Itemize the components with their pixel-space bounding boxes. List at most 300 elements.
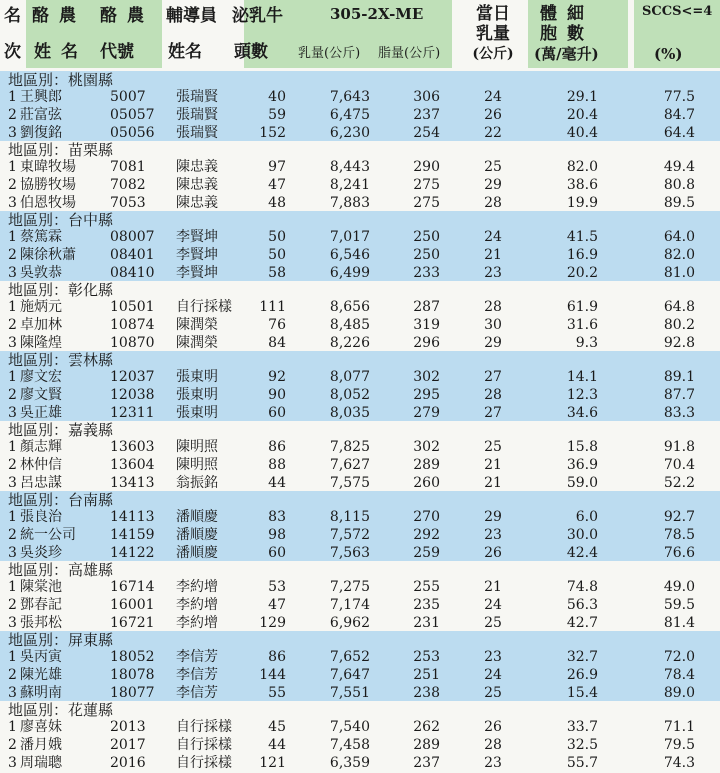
- scc-cell: 61.9: [566, 299, 598, 315]
- fat-kg-cell: 295: [413, 387, 440, 403]
- daily-milk-cell: 27: [484, 405, 502, 421]
- rank-cell: 1: [8, 719, 17, 735]
- fat-kg-cell: 237: [413, 755, 440, 771]
- farm-code-cell: 08410: [110, 265, 155, 281]
- cow-count-cell: 50: [268, 229, 286, 245]
- farmer-name-cell: 張良治: [20, 509, 62, 525]
- header-advisor: 輔導員: [166, 6, 217, 26]
- milk-kg-cell: 7,174: [329, 597, 370, 613]
- scc-cell: 6.0: [575, 509, 598, 525]
- farm-code-cell: 14159: [110, 527, 155, 543]
- sccs-pct-cell: 82.0: [663, 247, 695, 263]
- scc-cell: 14.1: [566, 369, 598, 385]
- scc-cell: 34.6: [566, 405, 598, 421]
- milk-kg-cell: 7,563: [329, 545, 370, 561]
- daily-milk-cell: 26: [484, 719, 502, 735]
- header-scc-1: 體細: [540, 4, 594, 24]
- cow-count-cell: 76: [268, 317, 286, 333]
- farmer-name-cell: 廖文宏: [20, 369, 62, 385]
- farmer-name-cell: 伯恩牧場: [20, 195, 76, 211]
- header-kg: (公斤): [472, 46, 514, 62]
- milk-kg-cell: 7,017: [329, 229, 370, 245]
- rank-cell: 1: [8, 439, 17, 455]
- farm-code-cell: 12038: [110, 387, 155, 403]
- region-heading: 地區別：台中縣: [8, 211, 114, 229]
- daily-milk-cell: 28: [484, 195, 502, 211]
- farm-code-cell: 14122: [110, 545, 155, 561]
- daily-milk-cell: 26: [484, 107, 502, 123]
- milk-kg-cell: 7,551: [329, 685, 370, 701]
- scc-cell: 16.9: [566, 247, 598, 263]
- region-heading: 地區別：高雄縣: [8, 561, 114, 579]
- milk-kg-cell: 8,052: [329, 387, 370, 403]
- table-row: [0, 507, 720, 527]
- advisor-name-cell: 陳忠義: [176, 177, 218, 193]
- farmer-name-cell: 吳丙寅: [20, 649, 62, 665]
- milk-kg-cell: 6,230: [329, 125, 370, 141]
- fat-kg-cell: 260: [413, 475, 440, 491]
- scc-cell: 33.7: [566, 719, 598, 735]
- scc-cell: 56.3: [566, 597, 598, 613]
- cow-count-cell: 58: [268, 265, 286, 281]
- milk-kg-cell: 6,359: [329, 755, 370, 771]
- sccs-pct-cell: 64.4: [663, 125, 695, 141]
- advisor-name-cell: 自行採樣: [176, 719, 232, 735]
- milk-kg-cell: 7,652: [329, 649, 370, 665]
- milk-kg-cell: 8,241: [329, 177, 370, 193]
- daily-milk-cell: 24: [484, 89, 502, 105]
- scc-cell: 30.0: [566, 527, 598, 543]
- advisor-name-cell: 張東明: [176, 405, 218, 421]
- milk-kg-cell: 6,962: [329, 615, 370, 631]
- fat-kg-cell: 287: [413, 299, 440, 315]
- rank-cell: 2: [8, 177, 17, 193]
- sccs-pct-cell: 92.8: [663, 335, 695, 351]
- milk-kg-cell: 6,499: [329, 265, 370, 281]
- header-ming: 名: [4, 6, 21, 26]
- farm-code-cell: 10870: [110, 335, 155, 351]
- farmer-name-cell: 陳隆煌: [20, 335, 62, 351]
- advisor-name-cell: 張瑞賢: [176, 125, 218, 141]
- advisor-name-cell: 陳明照: [176, 439, 218, 455]
- farmer-name-cell: 廖文賢: [20, 387, 62, 403]
- farm-code-cell: 16714: [110, 579, 155, 595]
- advisor-name-cell: 張東明: [176, 387, 218, 403]
- farmer-name-cell: 蘇明南: [20, 685, 62, 701]
- cow-count-cell: 86: [268, 649, 286, 665]
- farmer-name-cell: 林仲信: [20, 457, 62, 473]
- rank-cell: 1: [8, 229, 17, 245]
- farm-code-cell: 12311: [110, 405, 155, 421]
- farmer-name-cell: 東暐牧場: [20, 159, 76, 175]
- table-row: [0, 367, 720, 387]
- scc-cell: 32.7: [566, 649, 598, 665]
- region-heading: 地區別：屏東縣: [8, 631, 114, 649]
- daily-milk-cell: 23: [484, 755, 502, 771]
- fat-kg-cell: 292: [413, 527, 440, 543]
- sccs-pct-cell: 81.0: [663, 265, 695, 281]
- rank-cell: 2: [8, 107, 17, 123]
- advisor-name-cell: 張東明: [176, 369, 218, 385]
- scc-cell: 31.6: [566, 317, 598, 333]
- milk-kg-cell: 7,647: [329, 667, 370, 683]
- scc-cell: 42.4: [566, 545, 598, 561]
- farm-code-cell: 08401: [110, 247, 155, 263]
- sccs-pct-cell: 49.4: [663, 159, 695, 175]
- header-name: 姓名: [34, 42, 88, 62]
- scc-cell: 15.4: [566, 685, 598, 701]
- sccs-pct-cell: 78.4: [663, 667, 695, 683]
- cow-count-cell: 44: [268, 737, 286, 753]
- scc-cell: 26.9: [566, 667, 598, 683]
- cow-count-cell: 88: [268, 457, 286, 473]
- scc-cell: 9.3: [575, 335, 598, 351]
- header-name2: 姓名: [168, 42, 202, 62]
- cow-count-cell: 97: [268, 159, 286, 175]
- daily-milk-cell: 27: [484, 369, 502, 385]
- daily-milk-cell: 29: [484, 177, 502, 193]
- cow-count-cell: 47: [268, 597, 286, 613]
- scc-cell: 42.7: [566, 615, 598, 631]
- scc-cell: 59.0: [566, 475, 598, 491]
- advisor-name-cell: 李賢坤: [176, 229, 218, 245]
- table-row: [0, 735, 720, 755]
- header-daily-2: 乳量: [476, 24, 510, 44]
- table-row: [0, 577, 720, 597]
- advisor-name-cell: 陳潤榮: [176, 335, 218, 351]
- farmer-name-cell: 蔡篤霖: [20, 229, 62, 245]
- rank-cell: 1: [8, 299, 17, 315]
- cow-count-cell: 50: [268, 247, 286, 263]
- farmer-name-cell: 卓加林: [20, 317, 62, 333]
- fat-kg-cell: 279: [413, 405, 440, 421]
- table-row: [0, 647, 720, 667]
- farmer-name-cell: 協勝牧場: [20, 177, 76, 193]
- milk-kg-cell: 7,825: [329, 439, 370, 455]
- farmer-name-cell: 陳棠池: [20, 579, 62, 595]
- table-row: [0, 315, 720, 335]
- sccs-pct-cell: 84.7: [663, 107, 695, 123]
- fat-kg-cell: 306: [413, 89, 440, 105]
- fat-kg-cell: 250: [413, 247, 440, 263]
- farmer-name-cell: 陳光雄: [20, 667, 62, 683]
- rank-cell: 3: [8, 685, 17, 701]
- table-row: [0, 525, 720, 545]
- daily-milk-cell: 28: [484, 387, 502, 403]
- table-row: [0, 543, 720, 563]
- sccs-pct-cell: 80.8: [663, 177, 695, 193]
- sccs-pct-cell: 64.8: [663, 299, 695, 315]
- daily-milk-cell: 23: [484, 527, 502, 543]
- scc-cell: 20.2: [566, 265, 598, 281]
- farm-code-cell: 2013: [110, 719, 146, 735]
- table-row: [0, 245, 720, 265]
- farm-code-cell: 5007: [110, 89, 146, 105]
- farmer-name-cell: 顏志輝: [20, 439, 62, 455]
- table-row: [0, 613, 720, 633]
- cow-count-cell: 40: [268, 89, 286, 105]
- advisor-name-cell: 李約增: [176, 597, 218, 613]
- farm-code-cell: 18077: [110, 685, 155, 701]
- farm-code-cell: 18052: [110, 649, 155, 665]
- rank-cell: 3: [8, 195, 17, 211]
- rank-cell: 1: [8, 509, 17, 525]
- farmer-name-cell: 張邦松: [20, 615, 62, 631]
- farm-code-cell: 16001: [110, 597, 155, 613]
- region-heading: 地區別：桃園縣: [8, 71, 114, 89]
- table-row: [0, 105, 720, 125]
- cow-count-cell: 92: [268, 369, 286, 385]
- fat-kg-cell: 319: [413, 317, 440, 333]
- milk-kg-cell: 8,035: [329, 405, 370, 421]
- rank-cell: 1: [8, 159, 17, 175]
- fat-kg-cell: 254: [413, 125, 440, 141]
- milk-kg-cell: 8,077: [329, 369, 370, 385]
- farmer-name-cell: 呂忠謀: [20, 475, 62, 491]
- scc-cell: 38.6: [566, 177, 598, 193]
- sccs-pct-cell: 89.5: [663, 195, 695, 211]
- advisor-name-cell: 李賢坤: [176, 265, 218, 281]
- milk-kg-cell: 8,115: [329, 509, 370, 525]
- daily-milk-cell: 23: [484, 649, 502, 665]
- fat-kg-cell: 238: [413, 685, 440, 701]
- sccs-pct-cell: 79.5: [663, 737, 695, 753]
- farmer-name-cell: 施炳元: [20, 299, 62, 315]
- header-unit: (萬/毫升): [534, 45, 599, 63]
- table-row: [0, 227, 720, 247]
- milk-kg-cell: 7,883: [329, 195, 370, 211]
- cow-count-cell: 144: [259, 667, 286, 683]
- scc-cell: 20.4: [566, 107, 598, 123]
- fat-kg-cell: 289: [413, 457, 440, 473]
- table-row: [0, 297, 720, 317]
- table-row: [0, 455, 720, 475]
- header-scc-2: 胞數: [540, 24, 594, 44]
- cow-count-cell: 44: [268, 475, 286, 491]
- cow-count-cell: 90: [268, 387, 286, 403]
- daily-milk-cell: 29: [484, 509, 502, 525]
- milk-kg-cell: 7,540: [329, 719, 370, 735]
- milk-kg-cell: 7,572: [329, 527, 370, 543]
- farmer-name-cell: 王興郎: [20, 89, 62, 105]
- table-row: [0, 683, 720, 703]
- daily-milk-cell: 25: [484, 615, 502, 631]
- cow-count-cell: 47: [268, 177, 286, 193]
- fat-kg-cell: 289: [413, 737, 440, 753]
- rank-cell: 3: [8, 125, 17, 141]
- advisor-name-cell: 張瑞賢: [176, 89, 218, 105]
- cow-count-cell: 84: [268, 335, 286, 351]
- cow-count-cell: 48: [268, 195, 286, 211]
- fat-kg-cell: 253: [413, 649, 440, 665]
- farm-code-cell: 7053: [110, 195, 146, 211]
- region-heading: 地區別：苗栗縣: [8, 141, 114, 159]
- fat-kg-cell: 296: [413, 335, 440, 351]
- sccs-pct-cell: 77.5: [663, 89, 695, 105]
- farmer-name-cell: 吳炎珍: [20, 545, 62, 561]
- farm-code-cell: 05056: [110, 125, 155, 141]
- daily-milk-cell: 22: [484, 125, 502, 141]
- header-ci: 次: [4, 42, 21, 62]
- advisor-name-cell: 李信芳: [176, 685, 218, 701]
- rank-cell: 2: [8, 527, 17, 543]
- advisor-name-cell: 李信芳: [176, 667, 218, 683]
- farmer-name-cell: 吳正雄: [20, 405, 62, 421]
- advisor-name-cell: 自行採樣: [176, 299, 232, 315]
- cow-count-cell: 83: [268, 509, 286, 525]
- advisor-name-cell: 陳忠義: [176, 195, 218, 211]
- cow-count-cell: 111: [259, 299, 286, 315]
- daily-milk-cell: 21: [484, 475, 502, 491]
- header-fat: 脂量(公斤): [378, 46, 441, 61]
- header-milk: 乳量(公斤): [298, 46, 361, 61]
- advisor-name-cell: 潘順慶: [176, 509, 218, 525]
- fat-kg-cell: 275: [413, 195, 440, 211]
- milk-kg-cell: 8,443: [329, 159, 370, 175]
- daily-milk-cell: 24: [484, 597, 502, 613]
- sccs-pct-cell: 80.2: [663, 317, 695, 333]
- sccs-pct-cell: 87.7: [663, 387, 695, 403]
- daily-milk-cell: 26: [484, 545, 502, 561]
- rank-cell: 3: [8, 265, 17, 281]
- daily-milk-cell: 21: [484, 579, 502, 595]
- sccs-pct-cell: 59.5: [663, 597, 695, 613]
- fat-kg-cell: 275: [413, 177, 440, 193]
- farmer-name-cell: 統一公司: [20, 527, 76, 543]
- farmer-name-cell: 潘月娥: [20, 737, 62, 753]
- cow-count-cell: 98: [268, 527, 286, 543]
- region-heading: 地區別：花蓮縣: [8, 701, 114, 719]
- table-row: [0, 333, 720, 353]
- cow-count-cell: 121: [259, 755, 286, 771]
- cow-count-cell: 86: [268, 439, 286, 455]
- cow-count-cell: 60: [268, 545, 286, 561]
- sccs-pct-cell: 70.4: [663, 457, 695, 473]
- rank-cell: 3: [8, 755, 17, 771]
- daily-milk-cell: 25: [484, 685, 502, 701]
- milk-kg-cell: 7,458: [329, 737, 370, 753]
- advisor-name-cell: 李信芳: [176, 649, 218, 665]
- region-heading: 地區別：嘉義縣: [8, 421, 114, 439]
- farmer-name-cell: 鄧春記: [20, 597, 62, 613]
- farm-code-cell: 2017: [110, 737, 146, 753]
- scc-cell: 36.9: [566, 457, 598, 473]
- table-row: [0, 87, 720, 107]
- header-lactating: 泌乳牛: [232, 6, 283, 26]
- cow-count-cell: 59: [268, 107, 286, 123]
- table-row: [0, 157, 720, 177]
- header-farm: 酪農: [32, 6, 86, 26]
- table-row: [0, 437, 720, 457]
- region-heading: 地區別：台南縣: [8, 491, 114, 509]
- cow-count-cell: 45: [268, 719, 286, 735]
- milk-kg-cell: 7,275: [329, 579, 370, 595]
- milk-kg-cell: 7,627: [329, 457, 370, 473]
- table-row: [0, 123, 720, 143]
- rank-cell: 1: [8, 649, 17, 665]
- rank-cell: 2: [8, 667, 17, 683]
- rank-cell: 3: [8, 475, 17, 491]
- table-row: [0, 473, 720, 493]
- advisor-name-cell: 翁振銘: [176, 475, 218, 491]
- fat-kg-cell: 255: [413, 579, 440, 595]
- advisor-name-cell: 陳潤榮: [176, 317, 218, 333]
- advisor-name-cell: 潘順慶: [176, 527, 218, 543]
- table-row: [0, 175, 720, 195]
- scc-cell: 74.8: [566, 579, 598, 595]
- farm-code-cell: 7081: [110, 159, 146, 175]
- daily-milk-cell: 30: [484, 317, 502, 333]
- farm-code-cell: 10501: [110, 299, 155, 315]
- farm-code-cell: 13603: [110, 439, 155, 455]
- sccs-pct-cell: 49.0: [663, 579, 695, 595]
- daily-milk-cell: 21: [484, 457, 502, 473]
- cow-count-cell: 60: [268, 405, 286, 421]
- sccs-pct-cell: 92.7: [663, 509, 695, 525]
- farm-code-cell: 10874: [110, 317, 155, 333]
- rank-cell: 3: [8, 545, 17, 561]
- sccs-pct-cell: 78.5: [663, 527, 695, 543]
- farmer-name-cell: 莊富弦: [20, 107, 62, 123]
- fat-kg-cell: 250: [413, 229, 440, 245]
- advisor-name-cell: 自行採樣: [176, 755, 232, 771]
- header-sccs: SCCS<=4: [642, 4, 713, 19]
- sccs-pct-cell: 81.4: [663, 615, 695, 631]
- header-daily-1: 當日: [476, 4, 510, 24]
- farm-code-cell: 14113: [110, 509, 155, 525]
- sccs-pct-cell: 76.6: [663, 545, 695, 561]
- sccs-pct-cell: 89.0: [663, 685, 695, 701]
- advisor-name-cell: 陳忠義: [176, 159, 218, 175]
- rank-cell: 3: [8, 405, 17, 421]
- rank-cell: 2: [8, 737, 17, 753]
- farmer-name-cell: 廖喜妹: [20, 719, 62, 735]
- scc-cell: 82.0: [566, 159, 598, 175]
- farm-code-cell: 2016: [110, 755, 146, 771]
- cow-count-cell: 55: [268, 685, 286, 701]
- sccs-pct-cell: 74.3: [663, 755, 695, 771]
- farmer-name-cell: 吳敦恭: [20, 265, 62, 281]
- scc-cell: 19.9: [566, 195, 598, 211]
- scc-cell: 32.5: [566, 737, 598, 753]
- table-row: [0, 665, 720, 685]
- table-row: [0, 193, 720, 213]
- fat-kg-cell: 237: [413, 107, 440, 123]
- rank-cell: 2: [8, 387, 17, 403]
- farm-code-cell: 7082: [110, 177, 146, 193]
- advisor-name-cell: 李約增: [176, 579, 218, 595]
- advisor-name-cell: 張瑞賢: [176, 107, 218, 123]
- fat-kg-cell: 262: [413, 719, 440, 735]
- rank-cell: 1: [8, 579, 17, 595]
- fat-kg-cell: 302: [413, 369, 440, 385]
- farmer-name-cell: 陳徐秋蕭: [20, 247, 76, 263]
- advisor-name-cell: 潘順慶: [176, 545, 218, 561]
- header-305: 305-2X-ME: [330, 5, 424, 23]
- scc-cell: 29.1: [566, 89, 598, 105]
- rank-cell: 1: [8, 89, 17, 105]
- advisor-name-cell: 自行採樣: [176, 737, 232, 753]
- fat-kg-cell: 233: [413, 265, 440, 281]
- fat-kg-cell: 231: [413, 615, 440, 631]
- advisor-name-cell: 李賢坤: [176, 247, 218, 263]
- farm-code-cell: 18078: [110, 667, 155, 683]
- fat-kg-cell: 302: [413, 439, 440, 455]
- fat-kg-cell: 290: [413, 159, 440, 175]
- scc-cell: 12.3: [566, 387, 598, 403]
- daily-milk-cell: 23: [484, 265, 502, 281]
- region-heading: 地區別：雲林縣: [8, 351, 114, 369]
